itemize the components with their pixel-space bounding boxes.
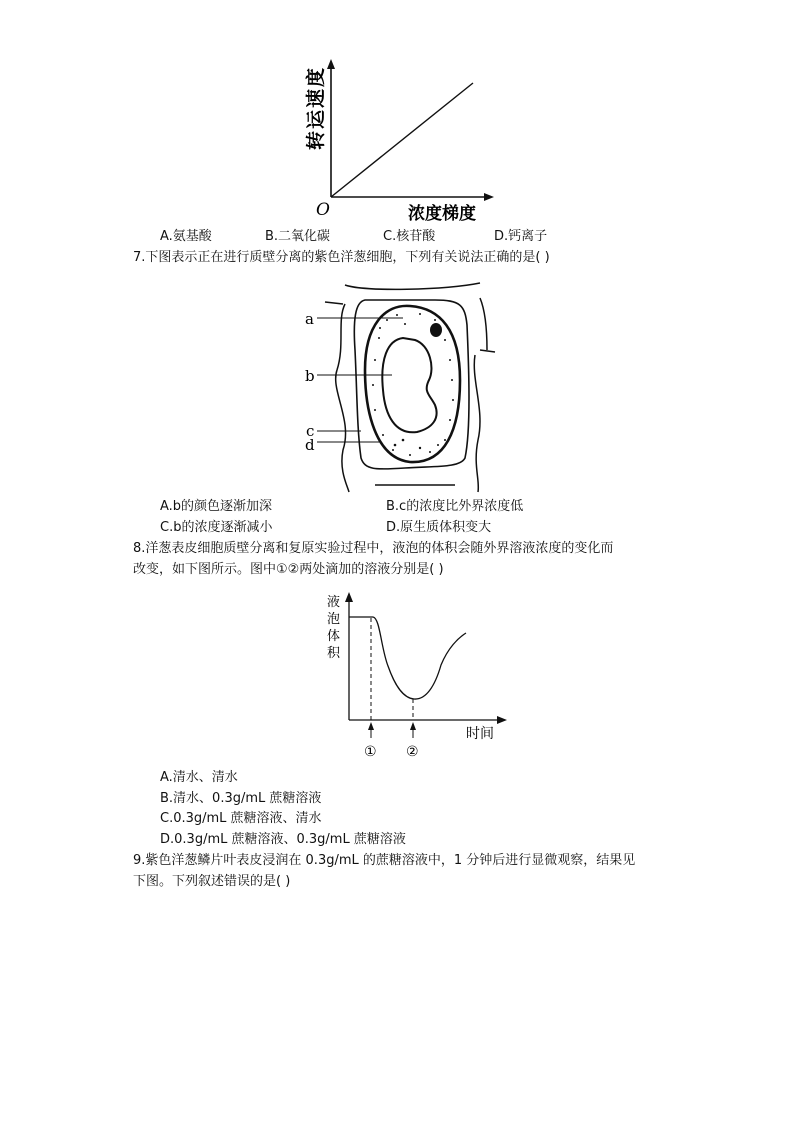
q7-option-d: D.原生质体积变大 <box>386 520 492 535</box>
rate-line <box>331 83 473 197</box>
q6-option-a: A.氨基酸 <box>160 229 212 244</box>
q8-option-a: A.清水、清水 <box>160 770 238 785</box>
q8-stem-line2: 改变，如下图所示。图中①②两处滴加的溶液分别是( ) <box>133 562 444 577</box>
marker-2: ② <box>406 744 419 760</box>
vacuole-volume-graph <box>318 588 518 763</box>
ylabel-char-4: 积 <box>327 646 341 661</box>
q7-option-c: C.b的浓度逐渐减小 <box>160 520 273 535</box>
q8-option-d: D.0.3g/mL 蔗糖溶液、0.3g/mL 蔗糖溶液 <box>160 832 406 847</box>
ylabel-char-1: 液 <box>327 595 341 610</box>
volume-curve <box>349 617 466 699</box>
x-axis-label: 时间 <box>466 726 494 742</box>
plasmolysis-cell-diagram <box>295 280 505 495</box>
x-axis-label: 浓度梯度 <box>408 204 476 224</box>
origin-label: O <box>316 200 330 220</box>
q6-option-b: B.二氧化碳 <box>265 229 331 244</box>
q7-option-b: B.c的浓度比外界浓度低 <box>386 499 524 514</box>
label-b: b <box>305 367 315 385</box>
q9-stem-line2: 下图。下列叙述错误的是( ) <box>133 874 291 889</box>
ylabel-char-3: 体 <box>327 629 341 644</box>
q6-option-d: D.钙离子 <box>494 229 548 244</box>
q6-option-c: C.核苷酸 <box>383 229 436 244</box>
q9-stem-line1: 9.紫色洋葱鳞片叶表皮浸润在 0.3g/mL 的蔗糖溶液中，1 分钟后进行显微观察，结果见 <box>133 853 636 868</box>
q7-option-a: A.b的颜色逐渐加深 <box>160 499 273 514</box>
nucleus <box>430 323 442 337</box>
q8-option-c: C.0.3g/mL 蔗糖溶液、清水 <box>160 811 322 826</box>
ylabel-char-2: 泡 <box>327 612 341 627</box>
q7-stem: 7.下图表示正在进行质壁分离的紫色洋葱细胞，下列有关说法正确的是( ) <box>133 250 550 265</box>
q8-stem-line1: 8.洋葱表皮细胞质壁分离和复原实验过程中，液泡的体积会随外界溶液浓度的变化而 <box>133 541 614 556</box>
marker-1: ① <box>364 744 377 760</box>
q8-option-b: B.清水、0.3g/mL 蔗糖溶液 <box>160 791 322 806</box>
transport-rate-graph <box>290 55 510 225</box>
label-a: a <box>305 310 314 328</box>
label-d: d <box>305 436 315 454</box>
y-axis-label: 转运速度 <box>305 65 327 150</box>
label-c: c <box>306 422 315 440</box>
